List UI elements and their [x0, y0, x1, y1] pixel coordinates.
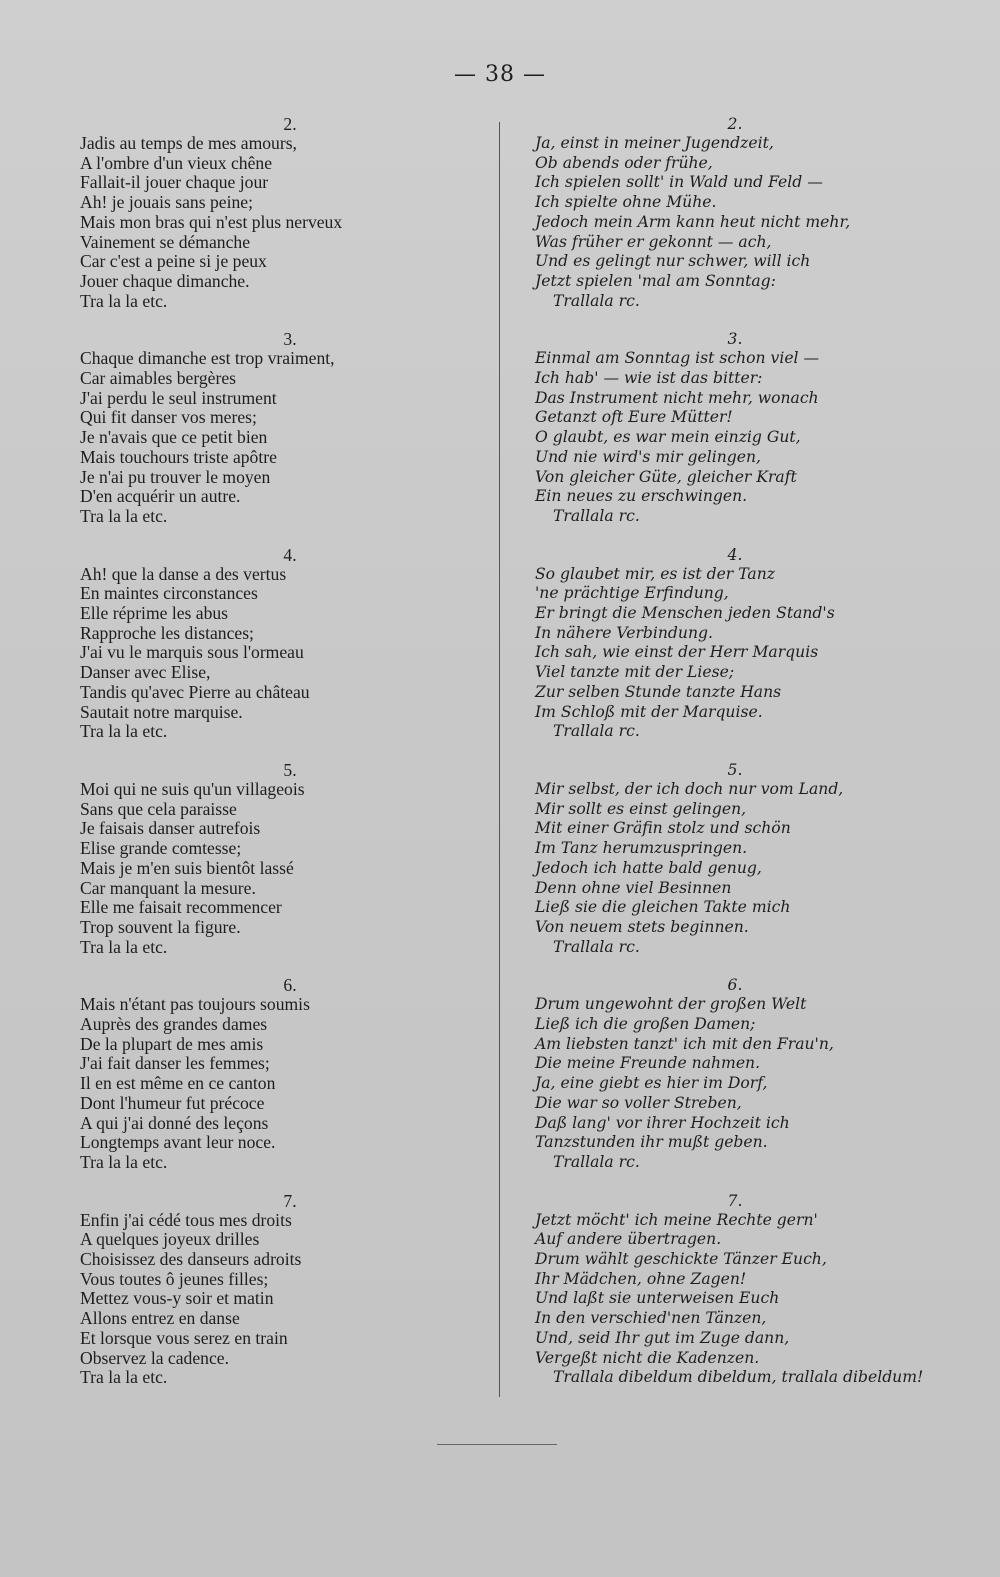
verse-line: In den verschied'nen Tänzen,: [535, 1309, 767, 1328]
verse-line: Jedoch mein Arm kann heut nicht mehr,: [535, 212, 851, 231]
verse-line: Ließ sie die gleichen Takte mich: [535, 898, 791, 917]
verse-line: Moi qui ne suis qu'un villageois: [80, 778, 305, 799]
verse-line: Allons entrez en danse: [80, 1308, 240, 1329]
french-stanza: [80, 1191, 480, 1388]
verse-line: Und nie wird's mir gelingen,: [535, 447, 761, 466]
verse-line: Ein neues zu erschwingen.: [535, 487, 748, 506]
verse-line: Mais je m'en suis bientôt lassé: [80, 857, 294, 878]
stanza-number: 7.: [727, 1191, 743, 1210]
refrain-line: Trallala rc.: [553, 291, 640, 310]
bottom-rule: [437, 1444, 557, 1445]
verse-line: Von gleicher Güte, gleicher Kraft: [535, 467, 797, 486]
stanza-number: 3.: [727, 330, 743, 349]
verse-line: Je faisais danser autrefois: [80, 818, 261, 839]
verse-line: Jadis au temps de mes amours,: [80, 133, 297, 153]
stanza-number: 5.: [283, 759, 297, 780]
verse-line: J'ai perdu le seul instrument: [80, 387, 277, 408]
refrain-line: Trallala rc.: [553, 937, 640, 956]
verse-line: Und es gelingt nur schwer, will ich: [535, 252, 811, 271]
verse-line: Ich spielen sollt' in Wald und Feld —: [535, 173, 823, 192]
verse-line: Von neuem stets beginnen.: [535, 917, 749, 936]
page-number: — 38 —: [454, 62, 546, 87]
verse-line: Je n'ai pu trouver le moyen: [80, 466, 271, 487]
verse-line: Auf andere übertragen.: [535, 1230, 722, 1249]
verse-line: Mir sollt es einst gelingen,: [535, 799, 747, 818]
verse-line: Fallait-il jouer chaque jour: [80, 172, 269, 193]
verse-line: So glaubet mir, es ist der Tanz: [535, 564, 775, 583]
stanza-number: 2.: [283, 114, 297, 134]
verse-line: Jetzt spielen 'mal am Sonntag:: [535, 271, 776, 290]
german-stanza: [535, 114, 975, 311]
verse-line: Auprès des grandes dames: [80, 1014, 268, 1035]
verse-line: Ich spielte ohne Mühe.: [535, 193, 717, 212]
verse-line: A qui j'ai donné des leçons: [80, 1112, 269, 1133]
french-stanza: [80, 760, 480, 957]
verse-line: Qui fit danser vos meres;: [80, 407, 257, 428]
verse-line: Drum ungewohnt der großen Welt: [535, 995, 807, 1014]
verse-line: Daß lang' vor ihrer Hochzeit ich: [535, 1113, 790, 1132]
verse-line: A l'ombre d'un vieux chêne: [80, 152, 273, 173]
german-stanza: [535, 545, 975, 742]
stanza-number: 6.: [727, 976, 743, 995]
verse-line: Chaque dimanche est trop vraiment,: [80, 348, 335, 369]
stanza-number: 5.: [727, 760, 743, 779]
stanza-number: 7.: [283, 1190, 297, 1211]
verse-line: Car aimables bergères: [80, 368, 236, 389]
verse-line: Il en est même en ce canton: [80, 1073, 276, 1094]
verse-line: Im Tanz herumzuspringen.: [535, 839, 748, 858]
verse-line: Er bringt die Menschen jeden Stand's: [535, 604, 835, 623]
verse-line: En maintes circonstances: [80, 583, 258, 604]
verse-line: Ja, eine giebt es hier im Dorf,: [535, 1074, 768, 1093]
verse-line: Vainement se démanche: [80, 231, 251, 252]
column-divider: [499, 122, 500, 1397]
refrain-line: Trallala rc.: [553, 506, 640, 525]
verse-line: Einmal am Sonntag ist schon viel —: [535, 349, 820, 368]
verse-line: Ja, einst in meiner Jugendzeit,: [535, 134, 774, 152]
verse-line: A quelques joyeux drilles: [80, 1229, 260, 1250]
verse-line: Viel tanzte mit der Liese;: [535, 663, 735, 682]
verse-line: Und, seid Ihr gut im Zuge dann,: [535, 1328, 790, 1347]
verse-line: Mit einer Gräfin stolz und schön: [535, 819, 791, 838]
verse-line: J'ai fait danser les femmes;: [80, 1053, 270, 1074]
french-stanza: [80, 975, 480, 1172]
verse-line: Zur selben Stunde tanzte Hans: [535, 682, 782, 701]
verse-line: Sautait notre marquise.: [80, 701, 243, 722]
verse-line: In nähere Verbindung.: [535, 623, 713, 642]
verse-line: Ich sah, wie einst der Herr Marquis: [535, 643, 819, 662]
verse-line: Enfin j'ai cédé tous mes droits: [80, 1209, 292, 1230]
verse-line: Sans que cela paraisse: [80, 798, 237, 819]
verse-line: De la plupart de mes amis: [80, 1033, 264, 1054]
refrain-line: Trallala rc.: [553, 1152, 640, 1171]
refrain-line: Tra la la etc.: [80, 936, 168, 957]
stanza-number: 3.: [283, 329, 297, 350]
verse-line: Tandis qu'avec Pierre au château: [80, 681, 310, 702]
verse-line: 'ne prächtige Erfindung,: [535, 584, 729, 603]
verse-line: Das Instrument nicht mehr, wonach: [535, 388, 819, 407]
verse-line: Mais touchours triste apôtre: [80, 446, 277, 467]
verse-line: Denn ohne viel Besinnen: [535, 878, 732, 897]
verse-line: Trop souvent la figure.: [80, 916, 241, 937]
verse-line: Mettez vous-y soir et matin: [80, 1288, 274, 1309]
verse-line: Car manquant la mesure.: [80, 877, 256, 898]
verse-line: Die war so voller Streben,: [535, 1093, 742, 1112]
verse-line: Dont l'humeur fut précoce: [80, 1092, 265, 1113]
verse-line: Drum wählt geschickte Tänzer Euch,: [535, 1250, 827, 1269]
verse-line: Ah! je jouais sans peine;: [80, 192, 253, 213]
stanza-number: 4.: [727, 545, 743, 564]
refrain-line: Tra la la etc.: [80, 290, 168, 311]
verse-line: Jedoch ich hatte bald genug,: [535, 858, 762, 877]
french-stanza: [80, 329, 480, 526]
verse-line: D'en acquérir un autre.: [80, 486, 241, 507]
verse-line: Elle me faisait recommencer: [80, 897, 282, 918]
verse-line: Am liebsten tanzt' ich mit den Frau'n,: [535, 1034, 834, 1053]
german-stanza: [535, 760, 975, 957]
french-stanza: [80, 545, 480, 742]
verse-line: Je n'avais que ce petit bien: [80, 427, 268, 448]
verse-line: Ließ ich die großen Damen;: [535, 1015, 756, 1034]
verse-line: Mir selbst, der ich doch nur vom Land,: [535, 779, 844, 798]
verse-line: Elise grande comtesse;: [80, 838, 242, 859]
refrain-line: Tra la la etc.: [80, 721, 168, 742]
verse-line: Mais mon bras qui n'est plus nerveux: [80, 211, 343, 232]
verse-line: Elle réprime les abus: [80, 603, 229, 624]
french-stanza: [80, 114, 480, 311]
verse-line: O glaubt, es war mein einzig Gut,: [535, 428, 801, 447]
verse-line: Was früher er gekonnt — ach,: [535, 232, 772, 251]
verse-line: Observez la cadence.: [80, 1347, 229, 1368]
verse-line: Danser avec Elise,: [80, 662, 211, 683]
german-lyrics-column: [535, 112, 975, 1406]
french-lyrics-column: [80, 112, 480, 1406]
refrain-line: Trallala dibeldum dibeldum, trallala dibeldum!: [553, 1368, 924, 1387]
verse-line: J'ai vu le marquis sous l'ormeau: [80, 642, 304, 663]
german-stanza: [535, 1191, 975, 1388]
verse-line: Ihr Mädchen, ohne Zagen!: [535, 1269, 747, 1288]
verse-line: Im Schloß mit der Marquise.: [535, 702, 763, 721]
verse-line: Ah! que la danse a des vertus: [80, 563, 287, 584]
verse-line: Jouer chaque dimanche.: [80, 270, 250, 291]
refrain-line: Trallala rc.: [553, 722, 640, 741]
verse-line: Ob abends oder frühe,: [535, 153, 713, 172]
verse-line: Ich hab' — wie ist das bitter:: [535, 369, 763, 388]
verse-line: Mais n'étant pas toujours soumis: [80, 994, 310, 1015]
verse-line: Jetzt möcht' ich meine Rechte gern': [535, 1210, 818, 1229]
verse-line: Longtemps avant leur noce.: [80, 1132, 276, 1153]
verse-line: Und laßt sie unterweisen Euch: [535, 1289, 780, 1308]
verse-line: Rapproche les distances;: [80, 622, 254, 643]
german-stanza: [535, 975, 975, 1172]
verse-line: Et lorsque vous serez en train: [80, 1327, 288, 1348]
german-stanza: [535, 329, 975, 526]
stanza-number: 4.: [283, 544, 297, 565]
verse-line: Choisissez des danseurs adroits: [80, 1249, 302, 1270]
verse-line: Getanzt oft Eure Mütter!: [535, 408, 733, 427]
stanza-number: 6.: [283, 975, 297, 996]
verse-line: Vous toutes ô jeunes filles;: [80, 1268, 269, 1289]
verse-line: Car c'est a peine si je peux: [80, 251, 267, 272]
refrain-line: Tra la la etc.: [80, 1367, 168, 1388]
verse-line: Tanzstunden ihr mußt geben.: [535, 1133, 768, 1152]
stanza-number: 2.: [727, 115, 743, 133]
verse-line: Die meine Freunde nahmen.: [535, 1054, 761, 1073]
refrain-line: Tra la la etc.: [80, 1151, 168, 1172]
refrain-line: Tra la la etc.: [80, 505, 168, 526]
verse-line: Vergeßt nicht die Kadenzen.: [535, 1348, 760, 1367]
